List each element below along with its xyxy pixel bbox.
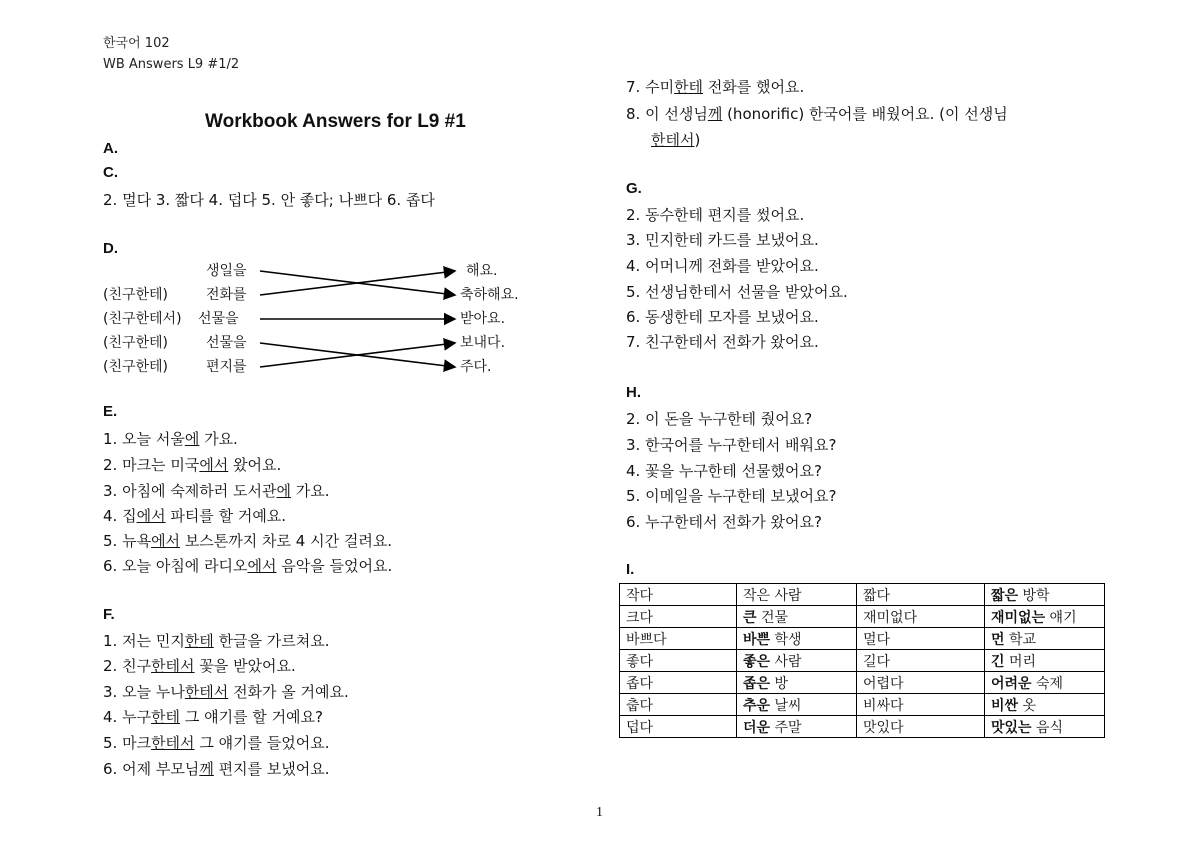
adjective-modifier-cell: 작은 사람 xyxy=(737,584,857,606)
section-h-line-2: 3. 한국어를 누구한테서 배워요? xyxy=(626,436,837,454)
match-left-word-3: 선물을 xyxy=(198,311,239,327)
adjective-modifier-cell: 바쁜 학생 xyxy=(737,628,857,650)
match-left-word-4: 선물을 xyxy=(206,335,247,351)
section-g-line-2: 3. 민지한테 카드를 보냈어요. xyxy=(626,231,819,249)
section-f-line-8: 8. 이 선생님께 (honorific) 한국어를 배웠어요. (이 선생님 xyxy=(626,105,1008,123)
section-f-line-4: 4. 누구한테 그 얘기를 할 거예요? xyxy=(103,708,324,726)
section-g-line-3: 4. 어머니께 전화를 받았어요. xyxy=(626,257,819,275)
section-f-label: F. xyxy=(103,606,115,623)
table-row xyxy=(620,716,1105,738)
match-left-pre-2: (친구한테) xyxy=(103,287,169,303)
adjective-modifier-cell: 재미없는 얘기 xyxy=(985,606,1105,628)
adjective-base-cell: 바쁘다 xyxy=(620,628,737,650)
section-h-line-5: 6. 누구한테서 전화가 왔어요? xyxy=(626,513,822,531)
section-g-label: G. xyxy=(626,180,642,197)
section-i-label: I. xyxy=(626,561,635,578)
adjective-base-cell: 맛있다 xyxy=(857,716,985,738)
adjective-base-cell: 어렵다 xyxy=(857,672,985,694)
match-right-5: 주다. xyxy=(460,359,492,375)
section-f-line-7: 7. 수미한테 전화를 했어요. xyxy=(626,78,805,96)
match-right-2: 축하해요. xyxy=(460,287,519,303)
section-g-line-1: 2. 동수한테 편지를 썼어요. xyxy=(626,206,805,224)
adjective-modifier-cell: 어려운 숙제 xyxy=(985,672,1105,694)
adjective-base-cell: 비싸다 xyxy=(857,694,985,716)
adjective-modifier-cell: 추운 날씨 xyxy=(737,694,857,716)
course-label: 한국어 102 xyxy=(103,36,170,51)
section-e-line-4: 4. 집에서 파티를 할 거예요. xyxy=(103,507,287,525)
adjective-modifier-cell: 좁은 방 xyxy=(737,672,857,694)
section-c-answer: 2. 멀다 3. 짧다 4. 덥다 5. 안 좋다; 나쁘다 6. 좁다 xyxy=(103,191,435,209)
adjective-base-cell: 덥다 xyxy=(620,716,737,738)
match-right-1: 해요. xyxy=(466,263,498,279)
adjective-base-cell: 멀다 xyxy=(857,628,985,650)
matching-arrows xyxy=(255,262,465,382)
section-d-label: D. xyxy=(103,240,118,257)
adjective-modifier-cell: 먼 학교 xyxy=(985,628,1105,650)
match-right-4: 보내다. xyxy=(460,335,506,351)
table-row xyxy=(620,650,1105,672)
adjective-base-cell: 짧다 xyxy=(857,584,985,606)
adjective-modifier-cell: 비싼 옷 xyxy=(985,694,1105,716)
match-left-pre-4: (친구한테) xyxy=(103,335,169,351)
match-left-pre-5: (친구한테) xyxy=(103,359,169,375)
page-title: Workbook Answers for L9 #1 xyxy=(205,111,466,132)
section-f-line-2: 2. 친구한테서 꽃을 받았어요. xyxy=(103,657,296,675)
section-g-line-6: 7. 친구한테서 전화가 왔어요. xyxy=(626,333,819,351)
table-row xyxy=(620,694,1105,716)
section-h-label: H. xyxy=(626,384,641,401)
adjective-modifier-cell: 맛있는 음식 xyxy=(985,716,1105,738)
adjective-base-cell: 좋다 xyxy=(620,650,737,672)
adjective-modifier-cell: 긴 머리 xyxy=(985,650,1105,672)
section-a-label: A. xyxy=(103,140,118,157)
section-e-line-3: 3. 아침에 숙제하러 도서관에 가요. xyxy=(103,482,330,500)
match-left-word-1: 생일을 xyxy=(206,263,247,279)
adjective-base-cell: 길다 xyxy=(857,650,985,672)
match-left-word-2: 전화를 xyxy=(206,287,247,303)
section-e-line-1: 1. 오늘 서울에 가요. xyxy=(103,430,238,448)
section-f-line-6: 6. 어제 부모님께 편지를 보냈어요. xyxy=(103,760,330,778)
section-e-label: E. xyxy=(103,403,118,420)
section-f-line-5: 5. 마크한테서 그 얘기를 들었어요. xyxy=(103,734,330,752)
adjective-base-cell: 춥다 xyxy=(620,694,737,716)
section-e-line-6: 6. 오늘 아침에 라디오에서 음악을 들었어요. xyxy=(103,557,393,575)
table-row xyxy=(620,672,1105,694)
section-c-label: C. xyxy=(103,164,118,181)
adjective-base-cell: 크다 xyxy=(620,606,737,628)
section-h-line-3: 4. 꽃을 누구한테 선물했어요? xyxy=(626,462,822,480)
subtitle-label: WB Answers L9 #1/2 xyxy=(103,57,240,72)
table-row xyxy=(620,584,1105,606)
section-h-line-1: 2. 이 돈을 누구한테 줬어요? xyxy=(626,410,813,428)
section-e-line-5: 5. 뉴욕에서 보스톤까지 차로 4 시간 걸려요. xyxy=(103,532,393,550)
page-number: 1 xyxy=(596,805,603,820)
section-g-line-5: 6. 동생한테 모자를 보냈어요. xyxy=(626,308,819,326)
section-f-line-3: 3. 오늘 누나한테서 전화가 올 거예요. xyxy=(103,683,349,701)
match-right-3: 받아요. xyxy=(460,311,506,327)
section-f-line-8-cont: 한테서) xyxy=(651,131,701,149)
table-row xyxy=(620,628,1105,650)
adjective-base-cell: 작다 xyxy=(620,584,737,606)
adjective-modifier-cell: 좋은 사람 xyxy=(737,650,857,672)
section-f-line-1: 1. 저는 민지한테 한글을 가르쳐요. xyxy=(103,632,330,650)
adjective-base-cell: 재미없다 xyxy=(857,606,985,628)
adjective-base-cell: 좁다 xyxy=(620,672,737,694)
table-row xyxy=(620,606,1105,628)
adjective-modifier-cell: 큰 건물 xyxy=(737,606,857,628)
adjective-table xyxy=(619,583,1105,738)
match-left-pre-3: (친구한테서) xyxy=(103,311,182,327)
section-h-line-4: 5. 이메일을 누구한테 보냈어요? xyxy=(626,487,837,505)
section-e-line-2: 2. 마크는 미국에서 왔어요. xyxy=(103,456,282,474)
match-left-word-5: 편지를 xyxy=(206,359,247,375)
adjective-modifier-cell: 짧은 방학 xyxy=(985,584,1105,606)
section-g-line-4: 5. 선생님한테서 선물을 받았어요. xyxy=(626,283,848,301)
adjective-modifier-cell: 더운 주말 xyxy=(737,716,857,738)
